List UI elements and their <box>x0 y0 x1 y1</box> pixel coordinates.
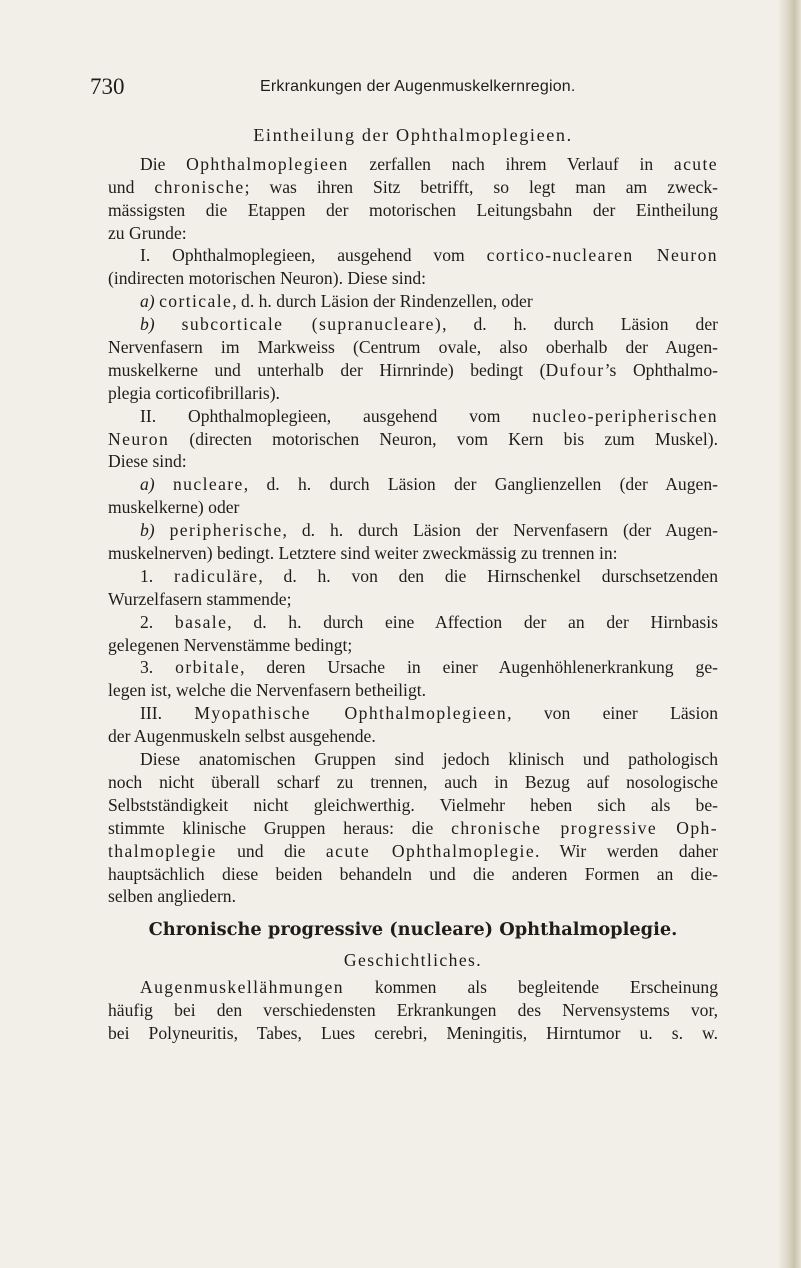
paragraph-intro-line: Die Ophthalmoplegieen zerfallen nach ihrem Verlauf in acute <box>140 153 718 174</box>
group-iib-line: b) peripherische, d. h. durch Läsion der Nervenfasern (der Augen- <box>140 520 718 541</box>
item-3-line: 3. orbitale, deren Ursache in einer Augenhöhlenerkrankung ge- <box>140 657 718 678</box>
paragraph-clinical-line: thalmoplegie und die acute Ophthalmoplegie. Wir werden daher <box>108 840 718 861</box>
group-iib-line: muskelnerven) bedingt. Letztere sind weiter zweckmässig zu trennen in: <box>108 543 618 564</box>
paragraph-intro-line: und chronische; was ihren Sitz betrifft, so legt man am zweck- <box>108 176 718 197</box>
subheading: Geschichtliches. <box>343 950 483 971</box>
group-i-line: I. Ophthalmoplegieen, ausgehend vom cortico-nuclearen Neuron <box>140 245 719 266</box>
group-ib-line: muskelkerne und unterhalb der Hirnrinde) bedingt (Dufour’s Ophthalmo- <box>108 359 718 380</box>
group-iii-line: III. Myopathische Ophthalmoplegieen, von einer Läsion <box>140 703 719 724</box>
paragraph-history-line: Augenmuskellähmungen kommen als begleitende Erscheinung <box>140 977 718 998</box>
paragraph-history-line: häufig bei den verschiedensten Erkrankungen des Nervensystems vor, <box>108 1000 718 1021</box>
item-2-line: gelegenen Nervenstämme bedingt; <box>108 634 353 655</box>
group-ib-line: b) subcorticale (supranucleare), d. h. durch Läsion der <box>140 314 718 335</box>
paragraph-intro-line: mässigsten die Etappen der motorischen Leitungsbahn der Eintheilung <box>108 199 718 220</box>
page-header <box>90 74 730 104</box>
group-ia-line: a) corticale, d. h. durch Läsion der Rindenzellen, oder <box>140 291 533 312</box>
group-ii-line: II. Ophthalmoplegieen, ausgehend vom nucleo-peripherischen <box>140 405 718 426</box>
group-ib-line: Nervenfasern im Markweiss (Centrum ovale, also oberhalb der Augen- <box>108 337 718 358</box>
item-1-line: Wurzelfasern stammende; <box>108 588 292 609</box>
section-title: Eintheilung der Ophthalmoplegieen. <box>253 125 573 145</box>
item-2-line: 2. basale, d. h. durch eine Affection der an der Hirnbasis <box>140 611 718 632</box>
page-edge-shadow <box>779 0 801 1268</box>
paragraph-clinical-line: hauptsächlich diese beiden behandeln und die anderen Formen an die- <box>108 863 718 884</box>
group-ii-line: Diese sind: <box>108 451 187 472</box>
group-ib-line: plegia corticofibrillaris). <box>108 382 280 403</box>
page-number: 730 <box>90 74 125 99</box>
group-i-line: (indirecten motorischen Neuron). Diese sind: <box>108 268 427 289</box>
paragraph-intro-line: zu Grunde: <box>108 222 187 243</box>
group-ii-line: Neuron (directen motorischen Neuron, vom Kern bis zum Muskel). <box>108 428 718 449</box>
paragraph-clinical-line: noch nicht überall scharf zu trennen, auch in Bezug auf nosologische <box>108 771 718 792</box>
paragraph-clinical-line: stimmte klinische Gruppen heraus: die chronische progressive Oph- <box>108 817 718 838</box>
group-iia-line: a) nucleare, d. h. durch Läsion der Ganglienzellen (der Augen- <box>140 474 718 495</box>
paragraph-clinical-line: Selbstständigkeit nicht gleichwerthig. Vielmehr heben sich als be- <box>108 794 718 815</box>
paragraph-clinical-line: Diese anatomischen Gruppen sind jedoch klinisch und pathologisch <box>140 749 718 770</box>
running-head: Erkrankungen der Augenmuskelkernregion. <box>260 78 576 95</box>
group-iia-line: muskelkerne) oder <box>108 497 240 518</box>
paragraph-clinical-line: selben angliedern. <box>108 886 236 907</box>
item-3-line: legen ist, welche die Nervenfasern betheiligt. <box>108 680 427 701</box>
page-body <box>108 124 718 1045</box>
chapter-heading: Chronische progressive (nucleare) Ophthalmoplegie. <box>148 919 678 941</box>
item-1-line: 1. radiculäre, d. h. von den die Hirnschenkel durschsetzenden <box>140 565 718 586</box>
paragraph-history-line: bei Polyneuritis, Tabes, Lues cerebri, Meningitis, Hirntumor u. s. w. <box>108 1022 718 1043</box>
group-iii-line: der Augenmuskeln selbst ausgehende. <box>108 726 376 747</box>
